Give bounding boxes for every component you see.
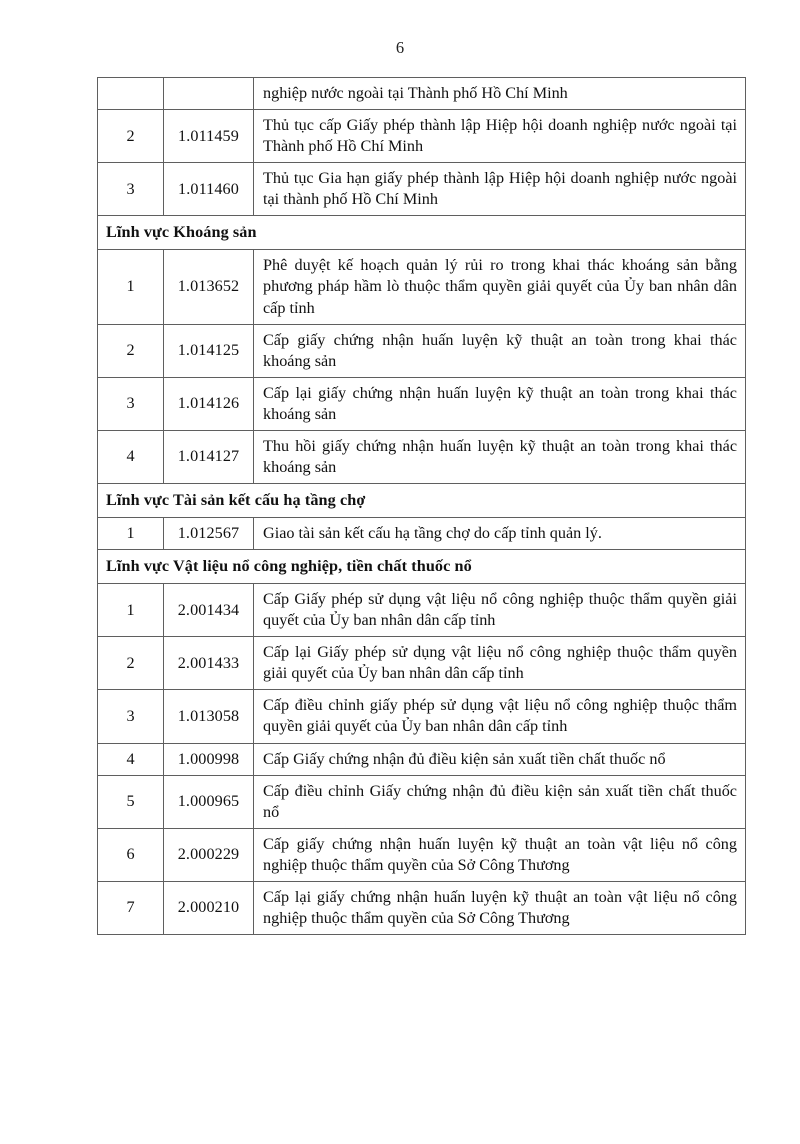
row-index-cell: 1 — [98, 518, 164, 550]
procedure-description-cell: Cấp điều chỉnh giấy phép sử dụng vật liệu nổ công nghiệp thuộc thẩm quyền giải quyết của Ủy ban nhân dân cấp tỉnh — [254, 690, 746, 743]
procedure-code-cell: 1.013058 — [164, 690, 254, 743]
row-index-cell: 1 — [98, 584, 164, 637]
procedure-code-cell: 2.000229 — [164, 828, 254, 881]
table-section-header-row — [98, 216, 746, 250]
table-row — [98, 828, 746, 881]
row-index-cell: 2 — [98, 110, 164, 163]
table-row — [98, 690, 746, 743]
procedure-description-cell: Cấp giấy chứng nhận huấn luyện kỹ thuật an toàn trong khai thác khoáng sản — [254, 324, 746, 377]
administrative-procedures-table — [97, 77, 746, 935]
procedure-code-cell: 1.011459 — [164, 110, 254, 163]
page-number: 6 — [395, 38, 405, 57]
procedure-code-cell: 2.001433 — [164, 637, 254, 690]
procedure-code-cell — [164, 78, 254, 110]
procedure-description-cell: Cấp lại giấy chứng nhận huấn luyện kỹ thuật an toàn trong khai thác khoáng sản — [254, 377, 746, 430]
row-index-cell — [98, 78, 164, 110]
section-title: Lĩnh vực Vật liệu nổ công nghiệp, tiền chất thuốc nổ — [98, 550, 746, 584]
procedure-description-cell: Giao tài sản kết cấu hạ tầng chợ do cấp tỉnh quản lý. — [254, 518, 746, 550]
table-row — [98, 110, 746, 163]
procedure-description-cell: Cấp Giấy phép sử dụng vật liệu nổ công nghiệp thuộc thẩm quyền giải quyết của Ủy ban nhân dân cấp tỉnh — [254, 584, 746, 637]
table-row — [98, 743, 746, 775]
procedure-code-cell: 1.000965 — [164, 775, 254, 828]
row-index-cell: 2 — [98, 637, 164, 690]
procedure-description-cell: Cấp lại giấy chứng nhận huấn luyện kỹ thuật an toàn vật liệu nổ công nghiệp thuộc thẩm quyền của Sở Công Thương — [254, 881, 746, 934]
table-row — [98, 377, 746, 430]
table-row — [98, 637, 746, 690]
table-row — [98, 881, 746, 934]
section-title: Lĩnh vực Khoáng sản — [98, 216, 746, 250]
row-index-cell: 7 — [98, 881, 164, 934]
row-index-cell: 5 — [98, 775, 164, 828]
procedure-description-cell: Phê duyệt kế hoạch quản lý rủi ro trong khai thác khoáng sản bằng phương pháp hầm lò thuộc thẩm quyền giải quyết của Ủy ban nhân dân cấp tỉnh — [254, 250, 746, 324]
procedure-code-cell: 2.000210 — [164, 881, 254, 934]
procedure-code-cell: 1.014126 — [164, 377, 254, 430]
procedure-code-cell: 1.012567 — [164, 518, 254, 550]
procedure-description-cell: nghiệp nước ngoài tại Thành phố Hồ Chí Minh — [254, 78, 746, 110]
procedure-description-cell: Thu hồi giấy chứng nhận huấn luyện kỹ thuật an toàn trong khai thác khoáng sản — [254, 430, 746, 483]
procedure-description-cell: Cấp lại Giấy phép sử dụng vật liệu nổ công nghiệp thuộc thẩm quyền giải quyết của Ủy ban nhân dân cấp tỉnh — [254, 637, 746, 690]
procedure-code-cell: 1.000998 — [164, 743, 254, 775]
procedure-code-cell: 1.014125 — [164, 324, 254, 377]
table-section-header-row — [98, 483, 746, 517]
procedure-code-cell: 1.014127 — [164, 430, 254, 483]
table-row — [98, 584, 746, 637]
table-section-header-row — [98, 550, 746, 584]
row-index-cell: 3 — [98, 163, 164, 216]
section-title: Lĩnh vực Tài sản kết cấu hạ tầng chợ — [98, 483, 746, 517]
table-row — [98, 518, 746, 550]
row-index-cell: 3 — [98, 377, 164, 430]
procedure-description-cell: Thủ tục cấp Giấy phép thành lập Hiệp hội doanh nghiệp nước ngoài tại Thành phố Hồ Chí Minh — [254, 110, 746, 163]
table-row — [98, 250, 746, 324]
procedure-code-cell: 1.011460 — [164, 163, 254, 216]
table-row — [98, 78, 746, 110]
table-row — [98, 775, 746, 828]
table-body — [98, 78, 746, 935]
procedure-description-cell: Thủ tục Gia hạn giấy phép thành lập Hiệp hội doanh nghiệp nước ngoài tại thành phố Hồ Chí Minh — [254, 163, 746, 216]
procedure-code-cell: 1.013652 — [164, 250, 254, 324]
row-index-cell: 2 — [98, 324, 164, 377]
row-index-cell: 3 — [98, 690, 164, 743]
row-index-cell: 1 — [98, 250, 164, 324]
procedure-description-cell: Cấp giấy chứng nhận huấn luyện kỹ thuật an toàn vật liệu nổ công nghiệp thuộc thẩm quyền của Sở Công Thương — [254, 828, 746, 881]
row-index-cell: 4 — [98, 743, 164, 775]
table-row — [98, 430, 746, 483]
row-index-cell: 6 — [98, 828, 164, 881]
row-index-cell: 4 — [98, 430, 164, 483]
procedure-code-cell: 2.001434 — [164, 584, 254, 637]
table-row — [98, 324, 746, 377]
table-row — [98, 163, 746, 216]
procedure-description-cell: Cấp điều chỉnh Giấy chứng nhận đủ điều kiện sản xuất tiền chất thuốc nổ — [254, 775, 746, 828]
procedure-description-cell: Cấp Giấy chứng nhận đủ điều kiện sản xuất tiền chất thuốc nổ — [254, 743, 746, 775]
